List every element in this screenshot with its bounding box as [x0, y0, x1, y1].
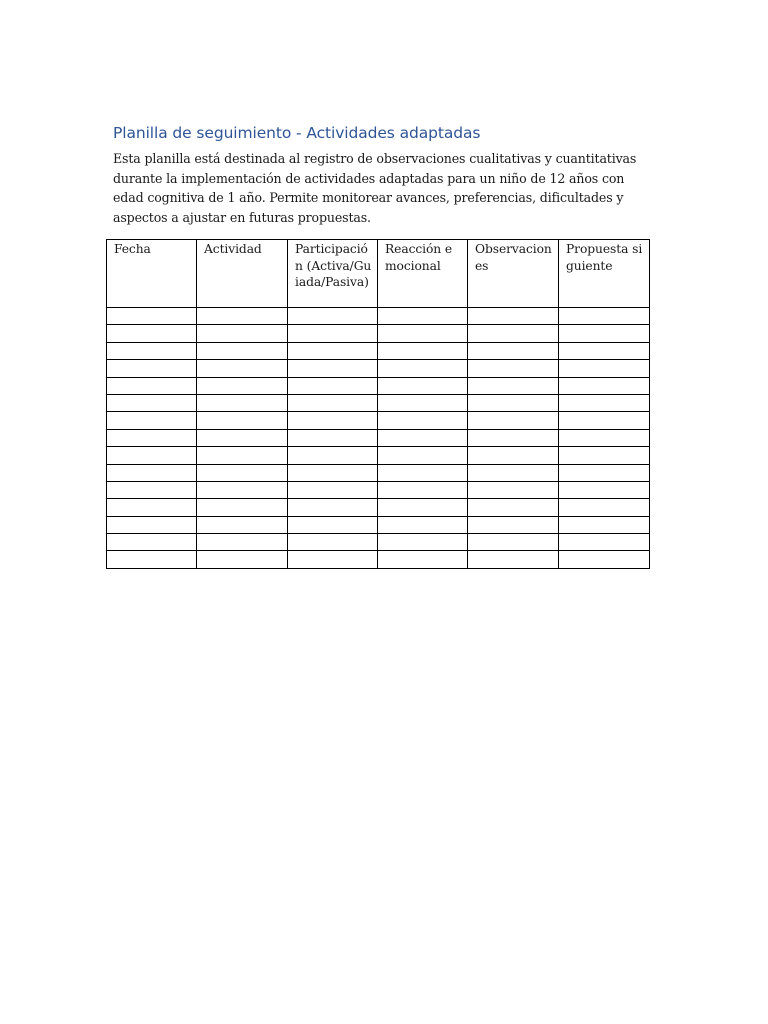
document-title: Planilla de seguimiento - Actividades adaptadas [113, 124, 481, 142]
table-cell[interactable] [468, 516, 559, 533]
table-cell[interactable] [288, 516, 378, 533]
table-cell[interactable] [378, 481, 468, 498]
table-cell[interactable] [107, 360, 197, 377]
table-cell[interactable] [107, 551, 197, 568]
table-row [107, 534, 650, 551]
table-cell[interactable] [107, 516, 197, 533]
table-row [107, 499, 650, 516]
table-row [107, 551, 650, 568]
table-cell[interactable] [197, 464, 288, 481]
table-cell[interactable] [559, 342, 650, 359]
table-cell[interactable] [288, 464, 378, 481]
table-cell[interactable] [378, 342, 468, 359]
table-cell[interactable] [559, 447, 650, 464]
header-actividad: Actividad [197, 240, 288, 308]
table-cell[interactable] [468, 447, 559, 464]
table-row [107, 377, 650, 394]
table-cell[interactable] [197, 429, 288, 446]
table-cell[interactable] [559, 464, 650, 481]
table-cell[interactable] [197, 394, 288, 411]
table-cell[interactable] [197, 412, 288, 429]
table-cell[interactable] [378, 534, 468, 551]
table-cell[interactable] [559, 429, 650, 446]
table-cell[interactable] [107, 499, 197, 516]
table-cell[interactable] [107, 308, 197, 325]
table-cell[interactable] [559, 551, 650, 568]
table-cell[interactable] [107, 481, 197, 498]
table-cell[interactable] [468, 412, 559, 429]
table-cell[interactable] [107, 377, 197, 394]
table-cell[interactable] [197, 360, 288, 377]
table-cell[interactable] [559, 394, 650, 411]
table-cell[interactable] [378, 464, 468, 481]
table-cell[interactable] [378, 499, 468, 516]
table-cell[interactable] [107, 342, 197, 359]
header-observaciones: Observaciones [468, 240, 559, 308]
table-body [107, 308, 650, 569]
table-cell[interactable] [378, 394, 468, 411]
table-cell[interactable] [288, 377, 378, 394]
table-cell[interactable] [288, 481, 378, 498]
table-cell[interactable] [107, 412, 197, 429]
table-cell[interactable] [378, 429, 468, 446]
tracking-table [106, 239, 650, 569]
table-cell[interactable] [288, 447, 378, 464]
table-cell[interactable] [288, 360, 378, 377]
document-intro-paragraph: Esta planilla está destinada al registro de observaciones cualitativas y cuantitativas durante la implementación de actividades adaptadas para un niño de 12 años con edad cognitiva de 1 año. Permite monitorear avances, preferencias, dificultades y aspectos a ajustar en futuras propuestas. [113, 151, 637, 225]
table-cell[interactable] [378, 377, 468, 394]
table-row [107, 360, 650, 377]
table-cell[interactable] [288, 325, 378, 342]
table-cell[interactable] [559, 412, 650, 429]
header-propuesta-siguiente: Propuesta siguiente [559, 240, 650, 308]
table-cell[interactable] [107, 325, 197, 342]
table-cell[interactable] [288, 499, 378, 516]
table-cell[interactable] [559, 481, 650, 498]
table-cell[interactable] [197, 516, 288, 533]
table-cell[interactable] [559, 377, 650, 394]
table-cell[interactable] [468, 325, 559, 342]
table-cell[interactable] [197, 308, 288, 325]
header-participacion: Participación (Activa/Guiada/Pasiva) [288, 240, 378, 308]
table-cell[interactable] [107, 447, 197, 464]
table-cell[interactable] [197, 481, 288, 498]
table-row [107, 447, 650, 464]
table-cell[interactable] [468, 551, 559, 568]
table-cell[interactable] [197, 447, 288, 464]
table-cell[interactable] [378, 360, 468, 377]
table-cell[interactable] [559, 534, 650, 551]
table-cell[interactable] [107, 534, 197, 551]
table-cell[interactable] [468, 342, 559, 359]
table-cell[interactable] [288, 394, 378, 411]
table-row [107, 342, 650, 359]
table-cell[interactable] [378, 447, 468, 464]
table-cell[interactable] [559, 516, 650, 533]
table-cell[interactable] [559, 499, 650, 516]
table-cell[interactable] [197, 325, 288, 342]
table-cell[interactable] [468, 377, 559, 394]
table-cell[interactable] [107, 429, 197, 446]
table-cell[interactable] [468, 464, 559, 481]
table-row [107, 481, 650, 498]
table-cell[interactable] [288, 412, 378, 429]
table-header-row [107, 240, 650, 308]
table-cell[interactable] [468, 429, 559, 446]
table-cell[interactable] [197, 534, 288, 551]
table-row [107, 464, 650, 481]
table-cell[interactable] [378, 412, 468, 429]
table-row [107, 412, 650, 429]
table-cell[interactable] [378, 308, 468, 325]
table-cell[interactable] [468, 534, 559, 551]
table-row [107, 516, 650, 533]
table-cell[interactable] [197, 551, 288, 568]
table-cell[interactable] [468, 360, 559, 377]
table-cell[interactable] [468, 308, 559, 325]
table-cell[interactable] [288, 308, 378, 325]
table-cell[interactable] [378, 325, 468, 342]
table-cell[interactable] [288, 342, 378, 359]
table-cell[interactable] [378, 551, 468, 568]
table-row [107, 325, 650, 342]
table-cell[interactable] [107, 394, 197, 411]
table-cell[interactable] [197, 342, 288, 359]
table-cell[interactable] [288, 534, 378, 551]
table-cell[interactable] [197, 377, 288, 394]
table-cell[interactable] [107, 464, 197, 481]
table-row [107, 429, 650, 446]
table-cell[interactable] [559, 360, 650, 377]
table-cell[interactable] [288, 551, 378, 568]
table-cell[interactable] [288, 429, 378, 446]
table-cell[interactable] [468, 481, 559, 498]
table-cell[interactable] [559, 325, 650, 342]
table-cell[interactable] [468, 394, 559, 411]
header-fecha: Fecha [107, 240, 197, 308]
header-reaccion-emocional: Reacción emocional [378, 240, 468, 308]
table-cell[interactable] [559, 308, 650, 325]
table-cell[interactable] [378, 516, 468, 533]
table-row [107, 308, 650, 325]
table-cell[interactable] [197, 499, 288, 516]
table-row [107, 394, 650, 411]
table-cell[interactable] [468, 499, 559, 516]
